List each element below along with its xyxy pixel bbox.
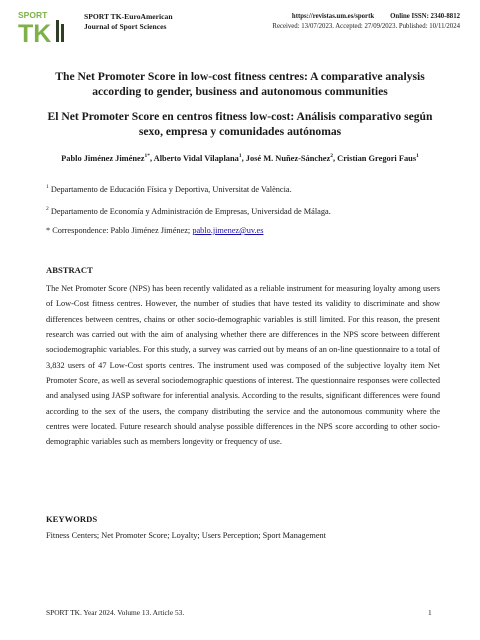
footer-citation: SPORT TK. Year 2024. Volume 13. Article 53. <box>46 608 185 617</box>
author-affiliation-marker: 2 <box>330 153 333 159</box>
keywords-heading: KEYWORDS <box>46 514 98 524</box>
correspondence-label: * Correspondence: Pablo Jiménez Jiménez; <box>46 226 191 235</box>
page-number: 1 <box>428 608 432 617</box>
abstract-text: The Net Promoter Score (NPS) has been recently validated as a reliable instrument for measuring loyalty among users of Low-Cost fitness centres. However, the number of studies that have tested its validity to discriminate and show differences between centres, chains or other socio-demographic variables is still limited. For this reason, the present research was carried out with the aim of analysing whether there are differences in the NPS score between different sociodemographic variables. For this study, a survey was carried out by means of an on-line questionnaire to a total of 3,832 users of 47 Low-Cost sports centres. The instrument used was composed of the subjective loyalty item Net Promoter Score, as well as several sociodemographic questions of interest. The questionnaire responses were collected and analysed using JASP software for inferential analysis. According to the results, significant differences were found according to the sex of the users, the company distributing the service and the autonomous community where the centres were located. Future research should analyse possible differences in the NPS score according to other socio-demographic variables such as members longevity or frequency of use. <box>46 284 440 447</box>
affiliation-1-number: 1 <box>46 184 49 190</box>
author-affiliation-marker: 1 <box>416 153 419 159</box>
affiliation-2-number: 2 <box>46 206 49 212</box>
journal-name <box>84 12 173 32</box>
affiliation-1 <box>46 182 292 195</box>
dates-text: Received: 13/07/2023. Accepted: 27/09/2023. Published: 10/11/2024 <box>272 23 460 30</box>
affiliation-2-text: Departamento de Economía y Administración de Empresas, Universidad de Málaga. <box>50 206 331 216</box>
author-affiliation-marker: 1* <box>144 153 150 159</box>
correspondence-email-link[interactable]: pablo.jimenez@uv.es <box>192 226 264 235</box>
journal-name-line1: SPORT TK-EuroAmerican <box>84 12 173 21</box>
affiliation-1-text: Departamento de Educación Física y Deportiva, Universitat de València. <box>50 184 292 194</box>
logo-text-bottom: TK <box>18 20 52 44</box>
issn-text: Online ISSN: 2340-8812 <box>390 13 460 20</box>
journal-name-line2: Journal of Sport Sciences <box>84 22 167 31</box>
affiliation-2 <box>46 204 331 217</box>
abstract-heading: ABSTRACT <box>46 265 93 275</box>
logo-text-top: SPORT <box>18 10 48 20</box>
correspondence <box>46 225 263 236</box>
author-affiliation-marker: 1 <box>238 153 242 159</box>
journal-url-link[interactable]: https://revistas.um.es/sportk <box>291 13 375 20</box>
publication-info <box>196 12 460 32</box>
keywords-text: Fitness Centers; Net Promoter Score; Loyalty; Users Perception; Sport Management <box>46 531 326 540</box>
authors-line: Pablo Jiménez Jiménez$^{1*}$, Alberto Vidal Vilaplana$^1$, José M. Nuñez-Sánchez$^2$, Cristian Gregori Faus$^1$ <box>61 153 419 163</box>
title-spanish: El Net Promoter Score en centros fitness low-cost: Análisis comparativo según sexo, empresa y comunidades autónomas <box>47 110 433 138</box>
journal-logo <box>16 10 70 44</box>
title-english: The Net Promoter Score in low-cost fitness centres: A comparative analysis according to gender, business and autonomous communities <box>55 70 425 98</box>
